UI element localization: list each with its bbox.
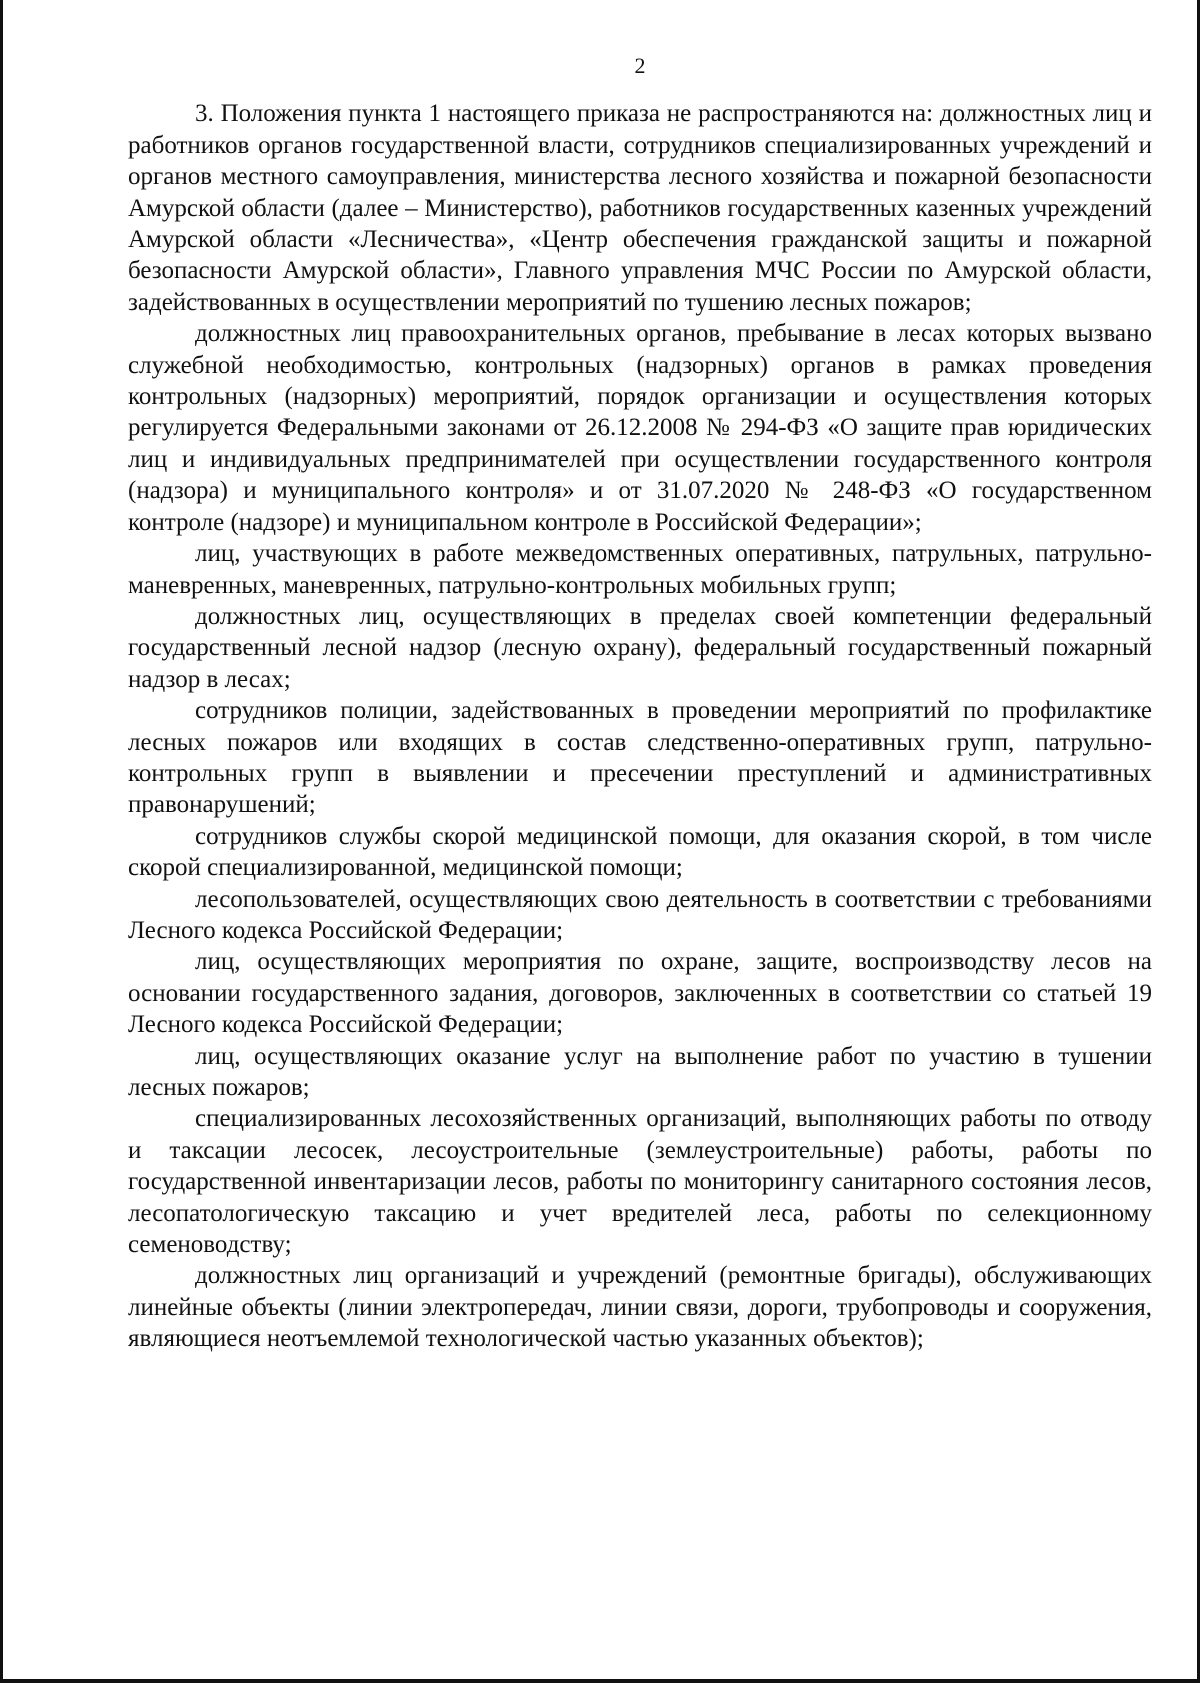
paragraph-specialized-organizations: специализированных лесохозяйственных организаций, выполняющих работы по отводу и таксации лесосек, лесоустроительные (землеустроительные) работы, работы по государственной инвентаризации лесов, работы по мониторингу санитарного состояния лесов, лесопатологическую таксацию и учет вредителей леса, работы по селекционному семеноводству; <box>128 1105 1152 1259</box>
paragraph-law-enforcement: должностных лиц правоохранительных органов, пребывание в лесах которых вызвано служебной необходимостью, контрольных (надзорных) органов в рамках проведения контрольных (надзорных) мероприятий, порядок организации и осуществления которых регулируется Федеральными законами от 26.12.2008 № 294-ФЗ «О защите прав юридических лиц и индивидуальных предпринимателей при осуществлении государственного контроля (надзора) и муниципального контроля» и от 31.07.2020 № 248-ФЗ «О государственном контроле (надзоре) и муниципальном контроле в Российской Федерации»; <box>128 320 1152 536</box>
document-page <box>128 50 1152 1355</box>
paragraph-police: сотрудников полиции, задействованных в проведении мероприятий по профилактике лесных пожаров или входящих в состав следственно-оперативных групп, патрульно-контрольных групп в выявлении и пресечении преступлений и административных правонарушений; <box>128 697 1152 819</box>
paragraph-forest-supervision: должностных лиц, осуществляющих в пределах своей компетенции федеральный государственный лесной надзор (лесную охрану), федеральный государственный пожарный надзор в лесах; <box>128 602 1152 693</box>
paragraph-forest-protection: лиц, осуществляющих мероприятия по охране, защите, воспроизводству лесов на основании государственного задания, договоров, заключенных в соответствии со статьей 19 Лесного кодекса Российской Федерации; <box>128 948 1152 1039</box>
page-number: 2 <box>634 53 646 78</box>
paragraph-firefighting-services: лиц, осуществляющих оказание услуг на выполнение работ по участию в тушении лесных пожаров; <box>128 1042 1152 1101</box>
paragraph-patrol-groups: лиц, участвующих в работе межведомственных оперативных, патрульных, патрульно-маневренных, маневренных, патрульно-контрольных мобильных групп; <box>128 540 1152 599</box>
paragraph-forest-users: лесопользователей, осуществляющих свою деятельность в соответствии с требованиями Лесного кодекса Российской Федерации; <box>128 885 1152 944</box>
paragraph-ambulance: сотрудников службы скорой медицинской помощи, для оказания скорой, в том числе скорой специализированной, медицинской помощи; <box>128 822 1152 882</box>
paragraph-linear-objects: должностных лиц организаций и учреждений (ремонтные бригады), обслуживающих линейные объекты (линии электропередач, линии связи, дороги, трубопроводы и сооружения, являющиеся неотъемлемой технологической частью указанных объектов); <box>128 1262 1152 1353</box>
paragraph-exemptions-intro: 3. Положения пункта 1 настоящего приказа не распространяются на: должностных лиц и работников органов государственной власти, сотрудников специализированных учреждений и органов местного самоуправления, министерства лесного хозяйства и пожарной безопасности Амурской области (далее – Министерство), работников государственных казенных учреждений Амурской области «Лесничества», «Центр обеспечения гражданской защиты и пожарной безопасности Амурской области», Главного управления МЧС России по Амурской области, задействованных в осуществлении мероприятий по тушению лесных пожаров; <box>128 100 1152 316</box>
